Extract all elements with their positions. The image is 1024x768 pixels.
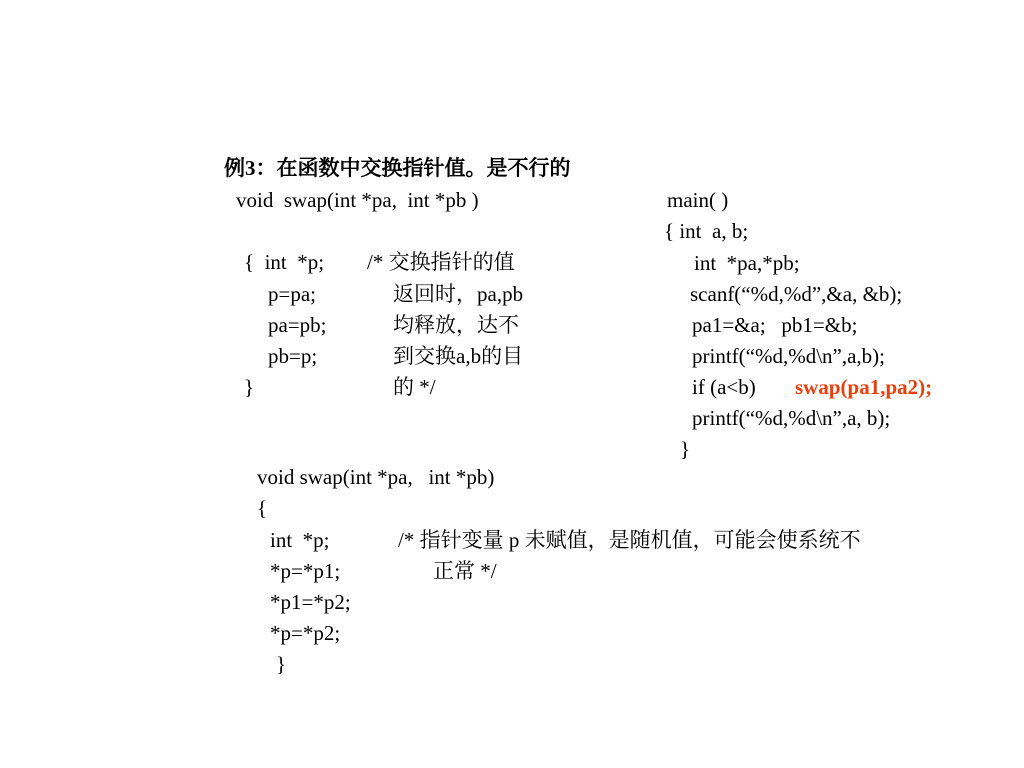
left-code-line: pa=pb; [268, 313, 327, 337]
bottom-code-line: } [276, 652, 287, 676]
main-code-line: if (a<b) [692, 375, 756, 399]
left-comment-line: 到交换a,b的目 [393, 344, 524, 368]
page-title: 例3：在函数中交换指针值。是不行的 [224, 156, 571, 180]
bottom-comment-line: 正常 */ [433, 559, 497, 583]
left-code-line: p=pa; [268, 282, 316, 306]
bottom-code-line: *p=*p2; [270, 621, 341, 645]
left-comment-line: 均释放，达不 [393, 313, 519, 337]
bottom-comment-line: /* 指针变量 p 未赋值，是随机值，可能会使系统不 [398, 528, 861, 552]
main-code-line: pa1=&a; pb1=&b; [692, 313, 858, 337]
left-comment-line: 的 */ [393, 375, 436, 399]
swap-call-highlight: swap(pa1,pa2); [795, 375, 933, 399]
main-code-line: int *pa,*pb; [694, 251, 800, 275]
left-swap-signature: void swap(int *pa, int *pb ) [236, 188, 479, 212]
main-code-line: printf(“%d,%d\n”,a,b); [692, 344, 886, 368]
main-code-line: printf(“%d,%d\n”,a, b); [692, 406, 891, 430]
left-code-line: pb=p; [268, 344, 318, 368]
main-code-line: { int a, b; [664, 219, 749, 243]
bottom-swap-signature: void swap(int *pa, int *pb) [257, 465, 495, 489]
main-code-line: main( ) [667, 188, 729, 212]
bottom-code-line: int *p; [270, 528, 330, 552]
bottom-code-line: *p=*p1; [270, 559, 341, 583]
main-code-line: } [680, 437, 691, 461]
main-code-line: scanf(“%d,%d”,&a, &b); [690, 282, 903, 306]
left-code-line: { int *p; [244, 250, 325, 274]
bottom-code-line: { [257, 496, 268, 520]
left-code-line: } [244, 375, 255, 399]
left-comment-line: /* 交换指针的值 [367, 250, 515, 274]
bottom-code-line: *p1=*p2; [270, 590, 351, 614]
left-comment-line: 返回时，pa,pb [393, 282, 524, 306]
